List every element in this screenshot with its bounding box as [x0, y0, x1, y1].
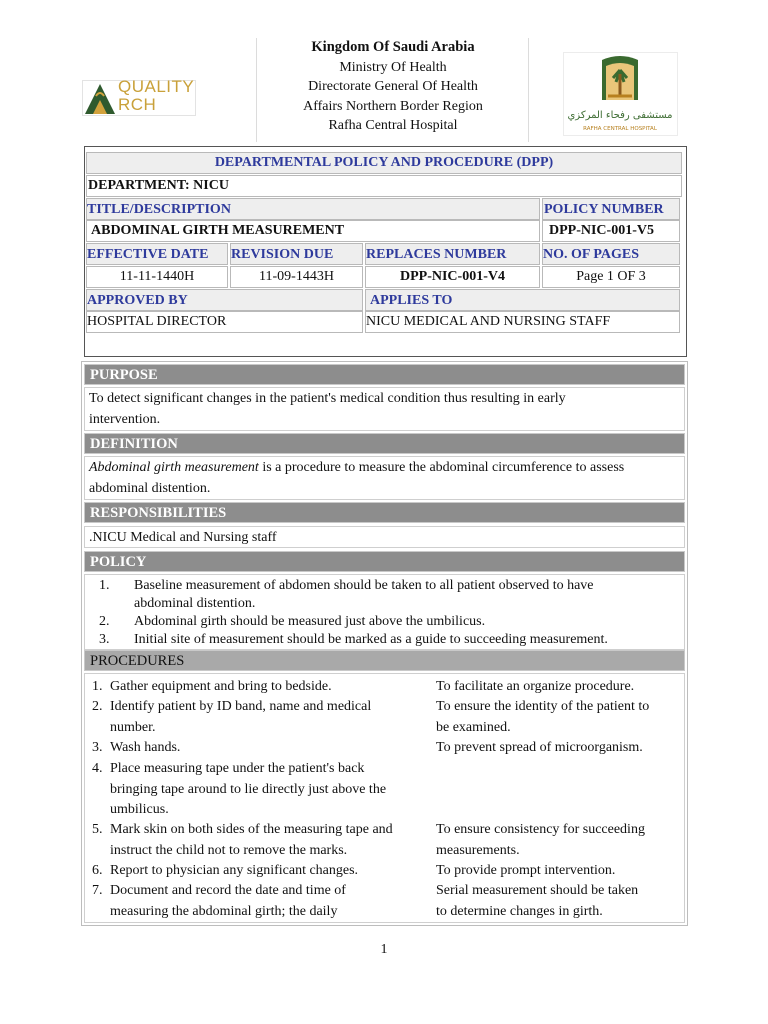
department-line: DEPARTMENT: NICU	[86, 175, 682, 197]
procedure-step-3: 3. Wash hands.	[92, 740, 181, 755]
effective-date-label: EFFECTIVE DATE	[86, 243, 228, 265]
procedure-step-7: 7. Document and record the date and time of measuring the abdominal girth; the daily	[92, 883, 346, 919]
letterhead	[258, 38, 528, 136]
definition-heading: DEFINITION	[84, 433, 685, 454]
header-divider-right	[528, 38, 529, 142]
header-divider-left	[256, 38, 257, 142]
procedures-heading: PROCEDURES	[84, 650, 685, 671]
procedure-rationale-5: To ensure consistency for succeeding measurements.	[436, 822, 645, 858]
procedure-rationale-7: Serial measurement should be taken to determine changes in girth.	[436, 883, 639, 919]
approved-by-value: HOSPITAL DIRECTOR	[86, 311, 363, 333]
revision-due-label: REVISION DUE	[230, 243, 363, 265]
dpp-heading: DEPARTMENTAL POLICY AND PROCEDURE (DPP)	[86, 152, 682, 174]
pages-label: NO. OF PAGES	[542, 243, 680, 265]
title-label: TITLE/DESCRIPTION	[86, 198, 540, 220]
policy-item-1-number: 1.	[99, 578, 110, 593]
policy-item-3-number: 3.	[99, 632, 110, 647]
directorate-line: Directorate General Of Health	[308, 79, 478, 94]
policy-item-2-number: 2.	[99, 614, 110, 629]
svg-text:مستشفى رفحاء المركزي: مستشفى رفحاء المركزي	[567, 110, 673, 121]
replaces-number-label: REPLACES NUMBER	[365, 243, 540, 265]
procedure-step-2: 2. Identify patient by ID band, name and medical number.	[92, 699, 372, 735]
applies-to-value: NICU MEDICAL AND NURSING STAFF	[365, 311, 680, 333]
applies-to-label: APPLIES TO	[365, 289, 680, 311]
procedure-step-5: 5. Mark skin on both sides of the measuring tape and instruct the child not to remove the marks.	[92, 822, 393, 858]
responsibilities-text: .NICU Medical and Nursing staff	[84, 526, 685, 548]
rafha-hospital-logo-icon	[563, 52, 678, 136]
purpose-text: To detect significant changes in the patient's medical condition thus resulting in early intervention.	[84, 387, 685, 431]
procedure-step-6: 6. Report to physician any significant changes.	[92, 863, 359, 878]
policy-number-label: POLICY NUMBER	[542, 198, 680, 220]
procedure-rationale-3: To prevent spread of microorganism.	[436, 740, 643, 755]
replaces-number-value: DPP-NIC-001-V4	[365, 266, 540, 288]
revision-due-value: 11-09-1443H	[230, 266, 363, 288]
hospital-line: Rafha Central Hospital	[328, 118, 458, 133]
policy-heading: POLICY	[84, 551, 685, 572]
approved-by-label: APPROVED BY	[86, 289, 363, 311]
quality-logo-text: QUALITY RCH	[118, 77, 195, 114]
page-number: 1	[380, 942, 388, 957]
policy-number-value: DPP-NIC-001-V5	[542, 220, 680, 242]
ministry-line: Ministry Of Health	[339, 59, 447, 75]
procedure-step-4: 4. Place measuring tape under the patient's back bringing tape around to lie directly just above the umbilicus.	[92, 761, 387, 817]
procedure-rationale-2: To ensure the identity of the patient to be examined.	[436, 699, 650, 735]
kingdom-line: Kingdom Of Saudi Arabia	[311, 39, 475, 55]
policy-item-3: Initial site of measurement should be marked as a guide to succeeding measurement.	[134, 632, 608, 647]
pages-value: Page 1 OF 3	[542, 266, 680, 288]
affairs-line: Affairs Northern Border Region	[303, 98, 483, 114]
svg-text:RAFHA CENTRAL HOSPITAL: RAFHA CENTRAL HOSPITAL	[583, 126, 657, 132]
effective-date-value: 11-11-1440H	[86, 266, 228, 288]
procedure-rationale-6: To provide prompt intervention.	[436, 863, 616, 878]
title-value: ABDOMINAL GIRTH MEASUREMENT	[86, 220, 540, 242]
definition-term: Abdominal girth measurement	[89, 460, 259, 475]
procedure-rationale-1: To facilitate an organize procedure.	[436, 679, 635, 694]
definition-text: Abdominal girth measurement is a procedure to measure the abdominal circumference to assess abdominal distention.	[84, 456, 685, 500]
policy-item-2: Abdominal girth should be measured just above the umbilicus.	[134, 614, 486, 629]
purpose-heading: PURPOSE	[84, 364, 685, 385]
responsibilities-heading: RESPONSIBILITIES	[84, 502, 685, 523]
procedure-step-1: 1. Gather equipment and bring to bedside.	[92, 679, 332, 694]
policy-item-1: Baseline measurement of abdomen should be taken to all patient observed to have abdominal distention.	[134, 578, 594, 611]
